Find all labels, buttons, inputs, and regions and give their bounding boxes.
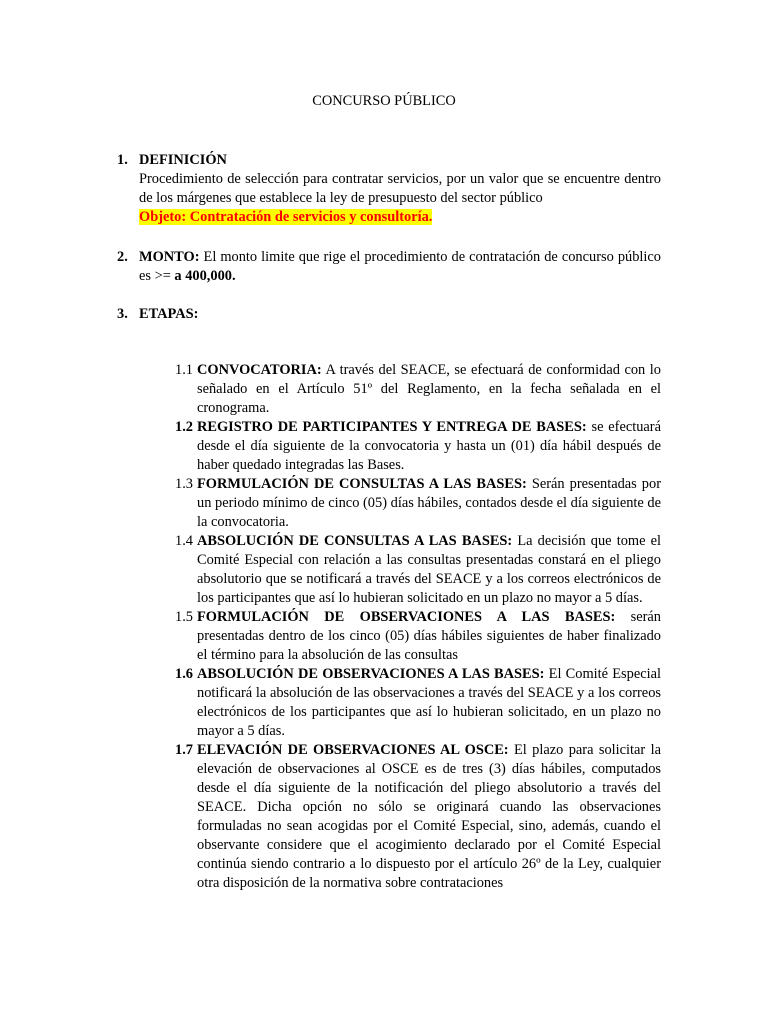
object-highlight: Objeto: Contratación de servicios y consultoría. (139, 209, 433, 225)
item-number: 1.1 (175, 362, 193, 378)
item-text: serán presentadas dentro de los cinco (05) días hábiles siguientes de haber finalizado el término para la absolución de las consultas (197, 609, 661, 663)
section-definicion (117, 151, 661, 227)
item-text: El plazo para solicitar la elevación de observaciones al OSCE es de tres (3) días hábiles, computados desde el día siguiente de la notificación del pliego absolutorio a través del SEACE. Dicha opción no sólo se originará cuando las observaciones formuladas no sean acogidas por el Comité Especial, sino, además, cuando el observante considere que el acogimiento declarado por el Comité Especial continúa siendo contrario a lo dispuesto por el artículo 26º de la Ley, cualquier otra disposición de la normativa sobre contrataciones (197, 742, 661, 891)
item-heading: FORMULACIÓN DE CONSULTAS A LAS BASES: (197, 476, 527, 492)
item-number: 1.6 (175, 666, 193, 682)
item-number: 1.4 (175, 533, 193, 549)
list-item (175, 418, 661, 475)
item-text: A través del SEACE, se efectuará de conformidad con lo señalado en el Artículo 51º del Reglamento, en la fecha señalada en el cronograma. (197, 362, 661, 416)
list-item (175, 475, 661, 532)
section-heading: DEFINICIÓN (139, 152, 227, 168)
item-text: La decisión que tome el Comité Especial con relación a las consultas presentadas constará en el pliego absolutorio que se notificará a través del SEACE y a los correos electrónicos de los participantes que así lo hubieran solicitado en un plazo no mayor a 5 días. (197, 533, 661, 606)
stages-list (175, 361, 661, 893)
item-number: 1.5 (175, 609, 193, 625)
section-etapas (117, 305, 661, 324)
item-text: se efectuará desde el día siguiente de la convocatoria y hasta un (01) día hábil después de haber quedado integradas las Bases. (197, 419, 661, 473)
item-text: Serán presentadas por un periodo mínimo de cinco (05) días hábiles, contados desde el día siguiente de la convocatoria. (197, 476, 661, 530)
item-heading: FORMULACIÓN DE OBSERVACIONES A LAS BASES: (197, 609, 616, 625)
document-title: CONCURSO PÚBLICO (312, 93, 456, 109)
list-item (175, 741, 661, 893)
item-heading: ELEVACIÓN DE OBSERVACIONES AL OSCE: (197, 742, 509, 758)
item-heading: ABSOLUCIÓN DE CONSULTAS A LAS BASES: (197, 533, 513, 549)
list-item (175, 361, 661, 418)
item-heading: ABSOLUCIÓN DE OBSERVACIONES A LAS BASES: (197, 666, 545, 682)
list-item (175, 608, 661, 665)
list-item (175, 532, 661, 608)
section-text: El monto limite que rige el procedimiento de contratación de concurso público es >= (139, 249, 661, 284)
item-number: 1.7 (175, 742, 193, 758)
section-heading: MONTO: (139, 249, 200, 265)
section-heading: ETAPAS: (139, 306, 199, 322)
item-number: 1.2 (175, 419, 193, 435)
item-number: 1.3 (175, 476, 193, 492)
section-number: 2. (117, 249, 128, 265)
section-monto (117, 248, 661, 286)
item-heading: CONVOCATORIA: (197, 362, 322, 378)
section-number: 3. (117, 306, 128, 322)
item-text: El Comité Especial notificará la absolución de las observaciones a través del SEACE y a los correos electrónicos de los participantes que así lo hubieran solicitado, en un plazo no mayor a 5 días. (197, 666, 662, 739)
list-item (175, 665, 661, 741)
item-heading: REGISTRO DE PARTICIPANTES Y ENTREGA DE BASES: (197, 419, 587, 435)
section-text: Procedimiento de selección para contratar servicios, por un valor que se encuentre dentro de los márgenes que establece la ley de presupuesto del sector público (139, 171, 661, 206)
section-number: 1. (117, 152, 128, 168)
amount-value: a 400,000. (170, 268, 236, 284)
